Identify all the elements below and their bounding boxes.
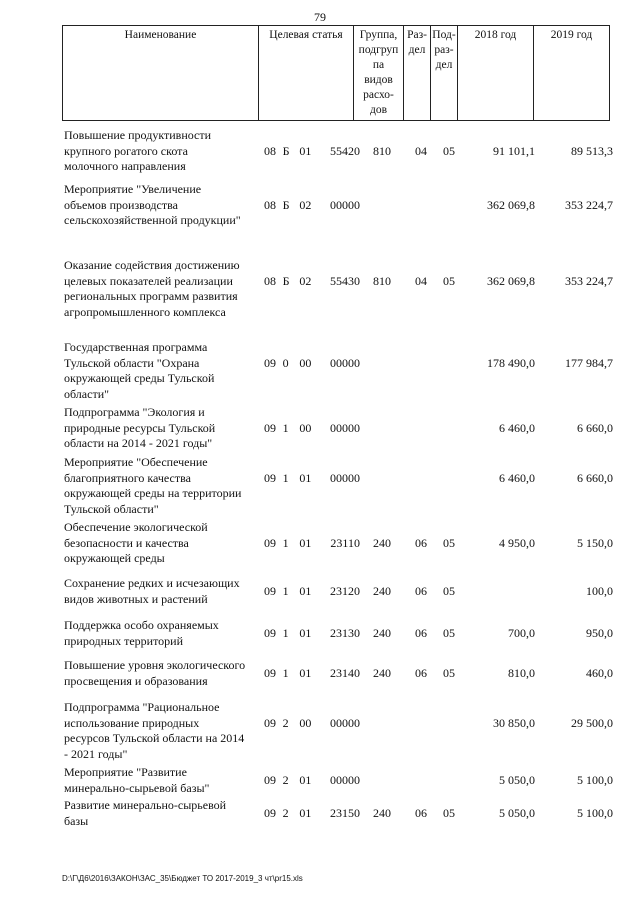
section: 06	[415, 805, 427, 820]
code-part: 23110	[330, 535, 360, 550]
code-part: 00000	[329, 470, 360, 485]
row-name-line: окружающей среды Тульской	[64, 371, 215, 385]
row-name-line: объемов производства	[64, 197, 178, 212]
section: 06	[415, 625, 427, 640]
row-name-line: целевых показателей реализации	[64, 273, 233, 288]
code-part: 0	[282, 355, 289, 370]
code-part: 2	[282, 772, 289, 787]
subsection: 05	[443, 805, 455, 820]
expense-group: 240	[373, 535, 391, 550]
subsection: 05	[443, 583, 455, 598]
target-code	[264, 626, 360, 642]
row-name-line: Государственная программа	[64, 340, 208, 354]
code-part: 09	[264, 625, 276, 640]
code-part: 09	[264, 805, 276, 820]
file-path-footer: D:\Г\Д6\2016\ЗАКОН\ЗАС_35\Бюджет ТО 2017-2019_3 чт\pr15.xls	[62, 874, 303, 883]
header-year-2018: 2018 год	[458, 26, 534, 121]
code-part: 00	[299, 420, 312, 435]
value-2018: 5 050,0	[499, 805, 535, 820]
code-part: Б	[282, 197, 290, 212]
row-name-line: безопасности и качества	[64, 535, 189, 550]
target-code	[264, 806, 360, 822]
row-name-line: Тульской области "Охрана	[64, 355, 200, 370]
value-2019: 950,0	[586, 625, 613, 640]
value-2019: 353 224,7	[565, 273, 613, 288]
row-name	[64, 618, 270, 649]
value-2018: 700,0	[508, 625, 535, 640]
target-code	[264, 471, 360, 487]
target-code	[264, 198, 360, 214]
code-part: 00000	[329, 197, 360, 212]
value-2019: 29 500,0	[571, 715, 613, 730]
value-2018: 362 069,8	[487, 273, 535, 288]
row-name-line: региональных программ развития	[64, 289, 238, 303]
code-part: 01	[299, 535, 312, 550]
code-part: 01	[299, 772, 312, 787]
code-part: 01	[299, 625, 312, 640]
subsection: 05	[443, 273, 455, 288]
value-2018: 6 460,0	[499, 470, 535, 485]
code-part: 09	[264, 420, 276, 435]
row-name	[64, 182, 270, 229]
target-code	[264, 274, 360, 290]
row-name-line: базы	[64, 813, 89, 828]
value-2019: 6 660,0	[577, 470, 613, 485]
row-name-line: минерально-сырьевой базы"	[64, 780, 210, 795]
row-name-line: области на 2014 - 2021 годы"	[64, 436, 213, 450]
value-2019: 89 513,3	[571, 143, 613, 158]
row-name	[64, 405, 270, 452]
code-part: 01	[299, 805, 312, 820]
row-name	[64, 340, 270, 402]
code-part: 1	[282, 583, 289, 598]
section: 06	[415, 535, 427, 550]
row-name-line: благоприятного качества	[64, 470, 191, 485]
subsection: 05	[443, 665, 455, 680]
row-name	[64, 658, 270, 689]
code-part: 01	[299, 470, 312, 485]
row-name-line: сельскохозяйственной продукции"	[64, 213, 241, 227]
code-part: 00	[299, 715, 312, 730]
expense-group: 240	[373, 583, 391, 598]
row-name-line: Развитие минерально-сырьевой	[64, 798, 227, 812]
row-name-line: Повышение продуктивности	[64, 128, 212, 142]
code-part: 1	[282, 470, 289, 485]
code-part: 1	[282, 420, 289, 435]
code-part: 08	[264, 143, 276, 158]
row-name	[64, 700, 270, 762]
code-part: 02	[299, 273, 312, 288]
row-name	[64, 520, 270, 567]
header-target: Целевая статья	[259, 26, 354, 121]
code-part: 00	[299, 355, 312, 370]
row-name	[64, 798, 270, 829]
page-number: 79	[314, 10, 326, 24]
code-part: 09	[264, 715, 276, 730]
expense-group: 810	[373, 273, 391, 288]
row-name-line: агропромышленного комплекса	[64, 304, 226, 319]
row-name-line: молочного направления	[64, 159, 186, 173]
row-name-line: Поддержка особо охраняемых	[64, 618, 219, 632]
value-2019: 100,0	[586, 583, 613, 598]
header-group: Группа, подгруп па видов расхо- дов	[354, 26, 404, 121]
code-part: Б	[282, 143, 290, 158]
subsection: 05	[443, 143, 455, 158]
value-2019: 6 660,0	[577, 420, 613, 435]
row-name	[64, 258, 270, 320]
value-2019: 5 150,0	[577, 535, 613, 550]
value-2018: 362 069,8	[487, 197, 535, 212]
section: 06	[415, 665, 427, 680]
expense-group: 240	[373, 625, 391, 640]
value-2019: 5 100,0	[577, 805, 613, 820]
row-name-line: Оказание содействия достижению	[64, 258, 240, 272]
target-code	[264, 356, 360, 372]
section: 04	[415, 143, 427, 158]
row-name	[64, 576, 270, 607]
code-part: 09	[264, 355, 276, 370]
header-name: Наименование	[63, 26, 259, 121]
row-name	[64, 455, 270, 517]
expense-group: 240	[373, 665, 391, 680]
row-name-line: Тульской области"	[64, 501, 159, 516]
row-name-line: Подпрограмма "Экология и	[64, 405, 205, 419]
row-name-line: Мероприятие "Обеспечение	[64, 455, 208, 469]
code-part: 09	[264, 470, 276, 485]
row-name-line: Повышение уровня экологического	[64, 658, 246, 672]
target-code	[264, 536, 360, 552]
code-part: 08	[264, 273, 276, 288]
value-2019: 460,0	[586, 665, 613, 680]
target-code	[264, 144, 360, 160]
row-name-line: крупного рогатого скота	[64, 143, 188, 158]
code-part: 09	[264, 583, 276, 598]
code-part: 00000	[329, 772, 360, 787]
subsection: 05	[443, 535, 455, 550]
code-part: 01	[299, 665, 312, 680]
row-name-line: Мероприятие "Развитие	[64, 765, 187, 779]
row-name-line: Сохранение редких и исчезающих	[64, 576, 240, 590]
target-code	[264, 716, 360, 732]
value-2018: 5 050,0	[499, 772, 535, 787]
code-part: 2	[282, 715, 289, 730]
target-code	[264, 666, 360, 682]
value-2019: 177 984,7	[565, 355, 613, 370]
value-2018: 4 950,0	[499, 535, 535, 550]
target-code	[264, 421, 360, 437]
code-part: 00000	[329, 715, 360, 730]
header-subsection: Под- раз- дел	[431, 26, 458, 121]
code-part: 23140	[329, 665, 360, 680]
code-part: 1	[282, 625, 289, 640]
row-name-line: окружающей среды на территории	[64, 486, 242, 500]
row-name-line: природных территорий	[64, 633, 184, 648]
row-name-line: природные ресурсы Тульской	[64, 420, 216, 435]
row-name-line: Обеспечение экологической	[64, 520, 208, 534]
value-2018: 810,0	[508, 665, 535, 680]
expense-group: 240	[373, 805, 391, 820]
row-name-line: видов животных и растений	[64, 591, 208, 606]
code-part: 09	[264, 772, 276, 787]
row-name-line: области"	[64, 386, 110, 401]
code-part: 23150	[329, 805, 360, 820]
row-name-line: просвещения и образования	[64, 673, 208, 688]
value-2018: 178 490,0	[487, 355, 535, 370]
target-code	[264, 584, 360, 600]
subsection: 05	[443, 625, 455, 640]
code-part: 2	[282, 805, 289, 820]
code-part: 02	[299, 197, 312, 212]
value-2019: 5 100,0	[577, 772, 613, 787]
code-part: 01	[299, 583, 312, 598]
row-name-line: ресурсов Тульской области на 2014	[64, 731, 245, 745]
row-name-line: Мероприятие "Увеличение	[64, 182, 202, 196]
code-part: 23130	[329, 625, 360, 640]
value-2018: 91 101,1	[493, 143, 535, 158]
code-part: 09	[264, 665, 276, 680]
section: 06	[415, 583, 427, 598]
value-2018: 30 850,0	[493, 715, 535, 730]
code-part: 01	[299, 143, 312, 158]
row-name	[64, 765, 270, 796]
code-part: 55430	[329, 273, 360, 288]
code-part: 1	[282, 665, 289, 680]
header-year-2019: 2019 год	[534, 26, 610, 121]
header-section: Раз- дел	[404, 26, 431, 121]
value-2019: 353 224,7	[565, 197, 613, 212]
code-part: 00000	[329, 355, 360, 370]
code-part: 09	[264, 535, 276, 550]
row-name-line: окружающей среды	[64, 551, 165, 565]
code-part: 1	[282, 535, 289, 550]
row-name-line: использование природных	[64, 715, 200, 730]
code-part: 55420	[329, 143, 360, 158]
code-part: Б	[282, 273, 290, 288]
code-part: 00000	[329, 420, 360, 435]
row-name-line: - 2021 годы"	[64, 746, 128, 761]
section: 04	[415, 273, 427, 288]
value-2018: 6 460,0	[499, 420, 535, 435]
target-code	[264, 773, 360, 789]
code-part: 23120	[329, 583, 360, 598]
code-part: 08	[264, 197, 276, 212]
row-name	[64, 128, 270, 175]
expense-group: 810	[373, 143, 391, 158]
row-name-line: Подпрограмма "Рациональное	[64, 700, 220, 714]
